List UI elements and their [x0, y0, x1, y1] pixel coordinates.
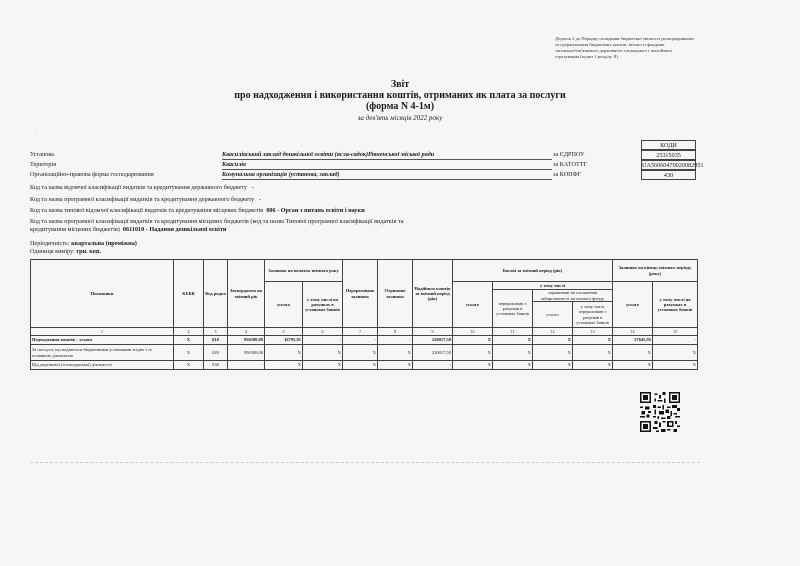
katottg-code: UA56060470020082951	[642, 162, 704, 169]
unit-label: Одиниця виміру:	[30, 248, 75, 255]
edrpou-label: за ЄДРПОУ	[553, 151, 585, 158]
row-transferred: X	[343, 345, 378, 361]
institution-value: Квасилівський заклад дошкільної освіти (ясла-садок)Рівненської міської ради	[222, 151, 435, 158]
col-num: 2	[174, 328, 204, 336]
row-transferred: X	[343, 361, 378, 370]
row-cash-from: X	[573, 336, 613, 345]
col-num: 11	[493, 328, 533, 336]
row-transferred: -	[343, 336, 378, 345]
dept-classification	[30, 184, 254, 192]
row-income: 230017,50	[413, 345, 453, 361]
ownership-value: Комунальна організація (установа, заклад)	[222, 171, 340, 178]
dept-classification-label: Код та назва відомчої класифікації видатків та кредитування державного бюджету	[30, 184, 247, 191]
row-cash-sent: X	[533, 345, 573, 361]
row-cash-total: X	[453, 336, 493, 345]
territory-label: Територія	[30, 161, 57, 168]
header-sent-to: спрямовані на погашення заборгованості загального фонду	[533, 290, 613, 302]
periodicity	[30, 240, 137, 248]
header-approved: Затверджено на звітний рік	[228, 260, 265, 328]
dept-classification-value: -	[251, 184, 254, 191]
ownership-underline	[222, 179, 552, 180]
appendix-note: Додаток 2 до Порядку складання бюджетної звітності розпорядниками та одержувачами бюджетних коштів, звітності фондами загальнообов'язкового державного соціального і пенсійного страхування (пункт 1 розділу II)	[555, 36, 694, 59]
row-kekv: X	[174, 336, 204, 345]
local-classification-label-2: кредитування місцевих бюджетів)	[30, 226, 120, 233]
report-form-number: (форма N 4-1м)	[365, 101, 435, 112]
header-transfer-to: перераховані з рахунків в установах банків	[493, 290, 533, 328]
report-title: Звіт	[390, 79, 410, 90]
row-cash-transfer: X	[493, 361, 533, 370]
row-cash-sent: X	[533, 336, 573, 345]
katottg-label: за КАТОТТГ	[553, 161, 588, 168]
institution-underline	[222, 159, 552, 160]
row-start-total: X	[265, 345, 303, 361]
kopfg-label: за КОПФГ	[553, 171, 582, 178]
codes-header: КОДИ	[641, 140, 696, 150]
col-num: 9	[413, 328, 453, 336]
col-num: 8	[378, 328, 413, 336]
prog-classification-value: -	[258, 196, 261, 203]
col-num: 1	[31, 328, 174, 336]
col-num: 10	[453, 328, 493, 336]
row-end-bank: -	[653, 336, 698, 345]
row-start-total: 16795,91	[265, 336, 303, 345]
table-row	[31, 361, 698, 370]
header-indicator: Показники	[31, 260, 174, 328]
report-period: за дев'ять місяців 2022 року	[357, 114, 443, 122]
row-income: -	[413, 361, 453, 370]
prog-classification	[30, 196, 261, 204]
row-approved: 956500,00	[228, 336, 265, 345]
header-start-balance: Залишок на початок звітного року	[265, 260, 343, 282]
row-cash-sent: X	[533, 361, 573, 370]
col-num: 5	[265, 328, 303, 336]
row-start-bank: -	[303, 336, 343, 345]
row-name: За послуги, що надаються бюджетними установами згідно з їх основною діяльністю	[31, 345, 174, 361]
edrpou-code: 25315035	[641, 150, 696, 160]
periodicity-value: квартальна (проміжна)	[71, 240, 137, 247]
row-code: 020	[204, 345, 228, 361]
col-num: 14	[613, 328, 653, 336]
header-cash-incl: у тому числі	[493, 282, 613, 290]
row-income: 230017,50	[413, 336, 453, 345]
scan-artifact-line	[30, 462, 700, 463]
row-cash-total: X	[453, 361, 493, 370]
kopfg-code: 430	[641, 170, 696, 180]
header-sent-total: усього	[533, 302, 573, 328]
institution-label: Установа	[30, 151, 54, 158]
local-classification-label-1: Код та назва програмної класифікації видатків та кредитування місцевих бюджетів (код та назва Типової програмної класифікації видатків та	[30, 218, 404, 225]
col-num: 15	[653, 328, 698, 336]
header-end-balance: Залишок на кінець звітного періоду (року)	[613, 260, 698, 282]
qr-code-icon	[640, 392, 680, 432]
territory-underline	[222, 169, 552, 170]
table-row	[31, 336, 698, 345]
row-start-bank: X	[303, 361, 343, 370]
row-cash-transfer: X	[493, 336, 533, 345]
header-kekv: КЕКВ	[174, 260, 204, 328]
unit-value: грн. коп.	[76, 248, 101, 255]
row-received: -	[378, 336, 413, 345]
row-cash-from: X	[573, 345, 613, 361]
row-start-bank: X	[303, 345, 343, 361]
local-classification	[30, 226, 226, 234]
row-code: 010	[204, 336, 228, 345]
row-end-total: 27645,05	[613, 336, 653, 345]
unit	[30, 248, 101, 256]
report-subtitle: про надходження і використання коштів, отриманих як плата за послуги	[234, 90, 566, 101]
row-name: Надходження коштів – усього	[31, 336, 174, 345]
report-table	[30, 259, 698, 370]
row-code: 030	[204, 361, 228, 370]
typical-classification	[30, 207, 365, 215]
header-end-incl-bank: у тому числі на рахунках в установах банків	[653, 282, 698, 328]
row-cash-transfer: X	[493, 345, 533, 361]
typical-classification-value: 006 - Орган з питань освіти і науки	[266, 207, 365, 214]
row-approved: -	[228, 361, 265, 370]
header-cash-total: усього	[453, 282, 493, 328]
row-end-bank: X	[653, 361, 698, 370]
header-start-incl-bank: у тому числі на рахунках в установах банків	[303, 282, 343, 328]
col-num: 12	[533, 328, 573, 336]
col-num: 3	[204, 328, 228, 336]
col-num: 4	[228, 328, 265, 336]
local-classification-value: 0611010 - Надання дошкільної освіти	[122, 226, 227, 233]
col-num: 13	[573, 328, 613, 336]
col-num: 7	[343, 328, 378, 336]
row-received: X	[378, 345, 413, 361]
header-cash: Касові за звітний період (рік)	[453, 260, 613, 282]
header-income: Надійшло коштів за звітний період (рік)	[413, 260, 453, 328]
row-approved: 956500,00	[228, 345, 265, 361]
header-transfer-from: у тому числі перераховані з рахунків в установах банків	[573, 302, 613, 328]
table-row	[31, 345, 698, 361]
ownership-label: Організаційно-правова форма господарювання	[30, 171, 154, 178]
row-start-total: X	[265, 361, 303, 370]
row-end-total: X	[613, 361, 653, 370]
header-received-balance: Отримано залишок	[378, 260, 413, 328]
row-name: Від додаткової (господарської) діяльності	[31, 361, 174, 370]
stray-mark: '	[35, 131, 36, 136]
column-number-row	[31, 328, 698, 336]
header-transferred: Перераховано залишок	[343, 260, 378, 328]
row-cash-from: X	[573, 361, 613, 370]
periodicity-label: Періодичність:	[30, 240, 70, 247]
header-start-total: усього	[265, 282, 303, 328]
row-end-total: X	[613, 345, 653, 361]
prog-classification-label: Код та назва програмної класифікації видатків та кредитування державного бюджету	[30, 196, 255, 203]
col-num: 6	[303, 328, 343, 336]
row-kekv: X	[174, 345, 204, 361]
row-end-bank: X	[653, 345, 698, 361]
territory-value: Квасилів	[222, 161, 246, 168]
header-end-total: усього	[613, 282, 653, 328]
row-cash-total: X	[453, 345, 493, 361]
header-code: Код рядка	[204, 260, 228, 328]
row-received: X	[378, 361, 413, 370]
typical-classification-label: Код та назва типової відомчої класифікації видатків та кредитування місцевих бюджетів	[30, 207, 264, 214]
row-kekv: X	[174, 361, 204, 370]
